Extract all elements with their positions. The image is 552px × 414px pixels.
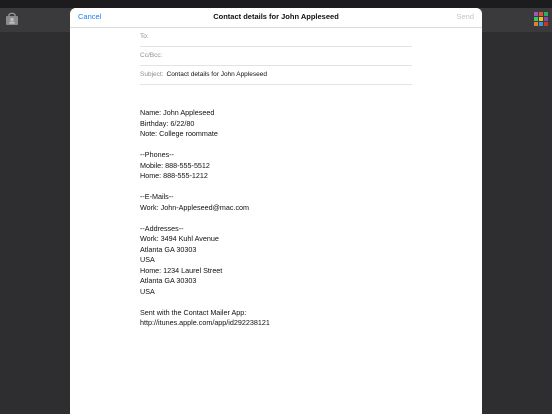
body-line	[140, 213, 440, 224]
body-line: Atlanta GA 30303	[140, 276, 197, 285]
body-line: Mobile: 888-555-5512	[140, 160, 210, 170]
body-line: Sent with the Contact Mailer App:	[140, 307, 247, 317]
body-line: USA	[140, 255, 155, 264]
body-line: Birthday: 6/22/80	[140, 118, 195, 128]
body-line	[140, 140, 440, 151]
body-line: Home: 888-555-1212	[140, 171, 208, 180]
message-body[interactable]	[140, 108, 440, 329]
to-label: To:	[140, 33, 149, 40]
mail-compose-sheet	[70, 8, 482, 414]
ccbcc-label: Cc/Bcc:	[140, 52, 163, 59]
contact-mailer-app-icon	[5, 12, 19, 26]
subject-value: Contact details for John Appleseed	[166, 71, 267, 78]
body-line: Atlanta GA 30303	[140, 244, 197, 254]
body-line: Home: 1234 Laurel Street	[140, 265, 223, 275]
subject-label: Subject:	[140, 71, 164, 78]
status-bar	[0, 0, 552, 8]
ccbcc-field[interactable]	[140, 47, 412, 66]
body-line: --Addresses--	[140, 223, 184, 233]
body-line: --E-Mails--	[140, 192, 174, 201]
cancel-button[interactable]: Cancel	[78, 12, 102, 21]
to-field[interactable]	[140, 28, 412, 47]
compose-title: Contact details for John Appleseed	[213, 12, 339, 21]
body-line: Note: College roommate	[140, 129, 218, 138]
body-line	[140, 297, 440, 308]
body-line	[140, 182, 440, 193]
compose-nav-bar	[70, 8, 482, 28]
body-line: Work: John-Appleseed@mac.com	[140, 202, 250, 212]
body-line: Work: 3494 Kuhl Avenue	[140, 234, 219, 243]
subject-field[interactable]	[140, 66, 412, 85]
body-line: http://itunes.apple.com/app/id292238121	[140, 318, 270, 327]
body-line: USA	[140, 286, 155, 296]
body-line: Name: John Appleseed	[140, 108, 215, 117]
send-button[interactable]: Send	[456, 12, 474, 21]
body-line: --Phones--	[140, 150, 174, 159]
color-grid-app-icon	[534, 12, 548, 26]
